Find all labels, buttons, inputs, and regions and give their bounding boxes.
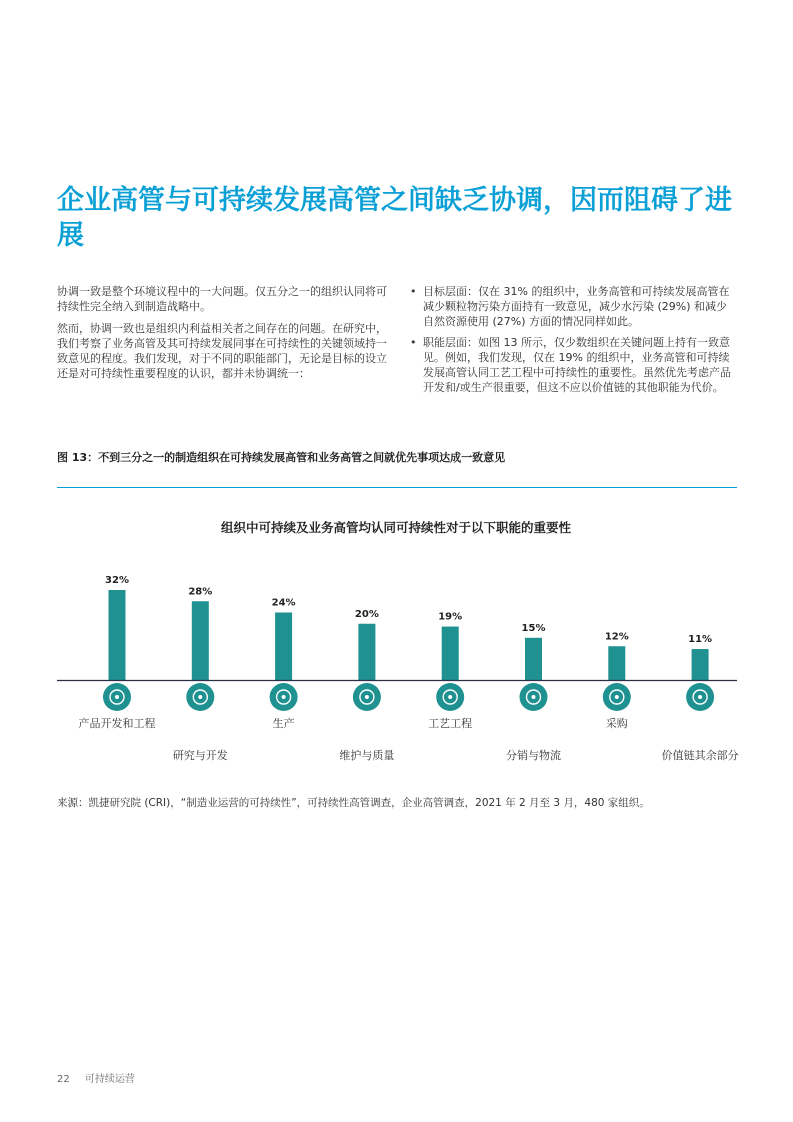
value-label-7: 12% — [604, 631, 629, 643]
product-box-icon — [103, 683, 131, 711]
value-chain-link-icon — [686, 683, 714, 711]
value-label-5: 19% — [438, 611, 463, 623]
category-label-4: 维护与质量 — [339, 749, 395, 762]
category-label-5: 工艺工程 — [428, 717, 473, 730]
gear-search-icon — [270, 683, 298, 711]
value-label-8: 11% — [688, 634, 713, 646]
bullet-dot-icon: • — [410, 336, 417, 349]
bar-7 — [608, 646, 625, 680]
bullet-item-goals — [410, 284, 738, 329]
labels-layer — [79, 575, 739, 762]
delivery-trolley-icon — [520, 683, 548, 711]
value-label-1: 32% — [105, 575, 129, 586]
figure-label: 图 13：不到三分之一的制造组织在可持续发展高管和业务高管之间就优先事项达成一致意见 — [57, 451, 506, 464]
bullet-text-goals: 目标层面：仅在 31% 的组织中，业务高管和可持续发展高管在减少颗粒物污染方面持有一致意见，减少水污染 (29%) 和减少自然资源使用 (27%) 方面的情况同样如此。 — [423, 285, 730, 328]
research-network-icon — [186, 683, 214, 711]
quality-badge-icon — [436, 683, 464, 711]
category-label-8: 价值链其余部分 — [661, 749, 739, 762]
intro-paragraph-2: 然而，协调一致也是组织内利益相关者之间存在的问题。在研究中，我们考察了业务高管及其可持续发展同事在可持续性的关键领域持一致意见的程度。我们发现，对于不同的职能部门，无论是目标的设立还是对可持续性重要程度的认识，都并未协调统一： — [57, 322, 387, 380]
bullet-column — [410, 284, 738, 401]
bar-4 — [358, 624, 375, 680]
figure-divider — [57, 487, 737, 488]
value-label-4: 20% — [354, 608, 379, 620]
bar-6 — [525, 638, 542, 680]
icons-layer — [103, 683, 714, 711]
bullet-item-functions — [410, 335, 738, 395]
intro-column — [57, 284, 393, 388]
value-label-6: 15% — [521, 622, 546, 634]
source-note: 来源：凯捷研究院 (CRI)，“制造业运营的可持续性”，可持续性高管调查，企业高管调查，2021 年 2 月至 3 月，480 家组织。 — [57, 797, 650, 809]
bar-5 — [442, 627, 459, 680]
category-label-7: 采购 — [605, 717, 628, 730]
chart-title: 组织中可持续及业务高管均认同可持续性对于以下职能的重要性 — [220, 520, 572, 535]
bar-1 — [109, 590, 126, 680]
category-label-3: 生产 — [272, 717, 295, 730]
bullet-dot-icon: • — [410, 285, 417, 298]
procurement-arrows-icon — [603, 683, 631, 711]
category-label-6: 分销与物流 — [506, 749, 561, 762]
page-number: 22 — [57, 1074, 70, 1085]
bar-chart — [0, 500, 793, 790]
maintenance-gears-icon — [353, 683, 381, 711]
intro-paragraph-1: 协调一致是整个环境议程中的一大问题。仅五分之一的组织认同将可持续性完全纳入到制造战略中。 — [57, 285, 387, 313]
bar-2 — [192, 601, 209, 680]
bar-3 — [275, 613, 292, 681]
value-label-3: 24% — [271, 597, 296, 609]
category-label-1: 产品开发和工程 — [78, 717, 156, 730]
bar-8 — [692, 649, 709, 680]
page-headline: 企业高管与可持续发展高管之间缺乏协调，因而阻碍了进展 — [57, 185, 732, 251]
value-label-2: 28% — [188, 586, 213, 598]
bullet-text-functions: 职能层面：如图 13 所示，仅少数组织在关键问题上持有一致意见。例如，我们发现，仅在 19% 的组织中，业务高管和可持续发展高管认同工艺工程中可持续性的重要性。虽然优先考虑产品开发和/或生产很重要，但这不应以价值链的其他职能为代价。 — [423, 336, 731, 394]
publication-title: 可持续运营 — [84, 1074, 135, 1085]
page-footer — [57, 1070, 135, 1085]
category-label-2: 研究与开发 — [172, 749, 228, 762]
